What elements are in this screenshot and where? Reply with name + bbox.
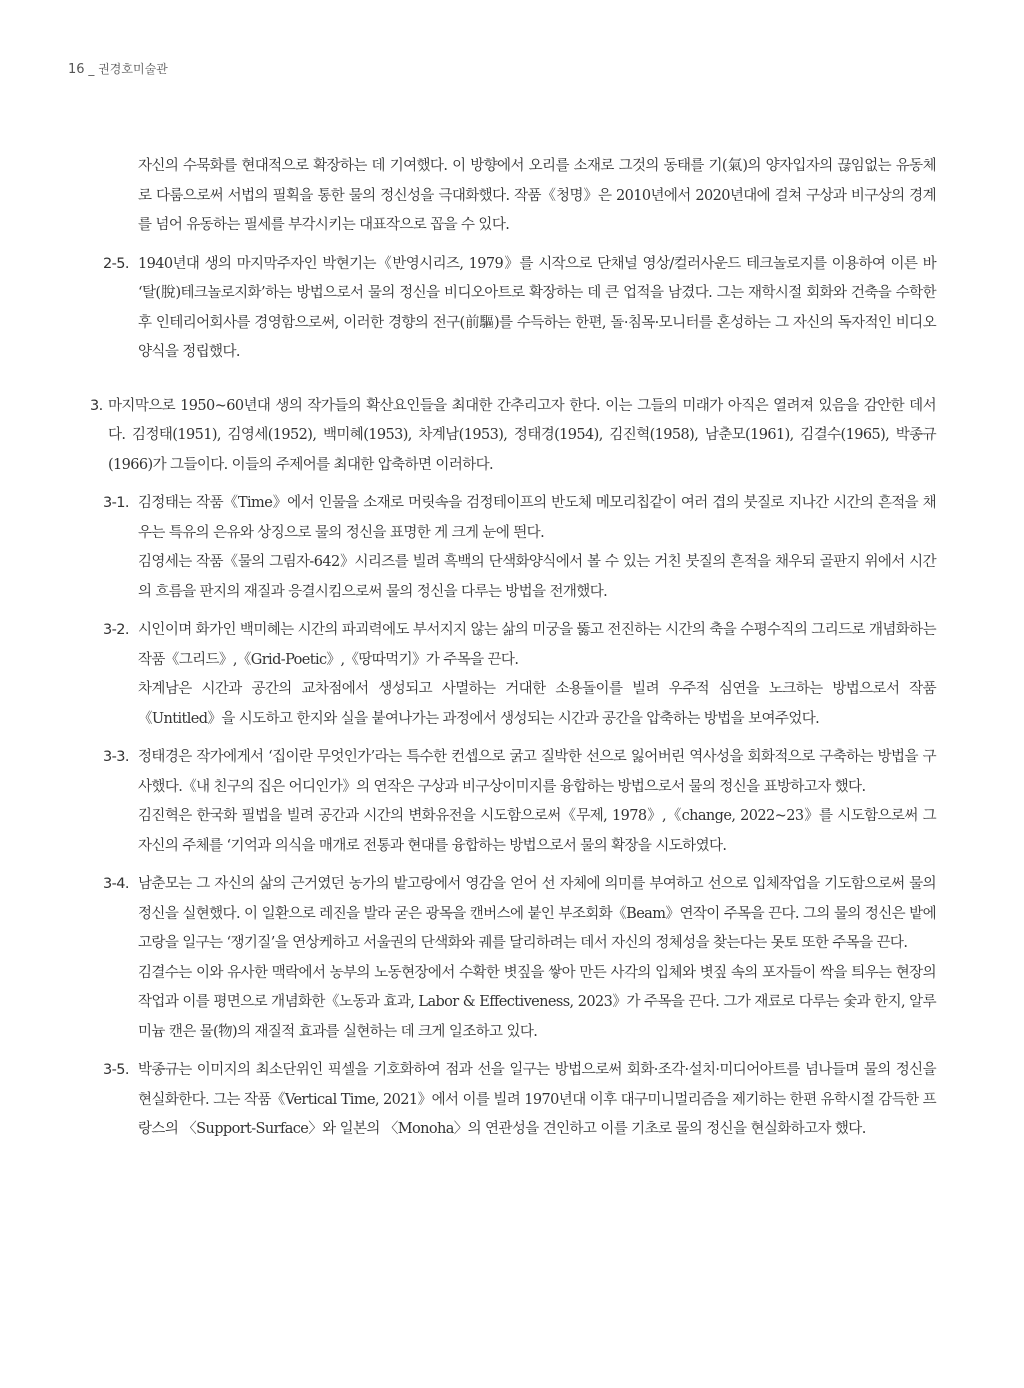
- item-paragraph: 김진혁은 한국화 필법을 빌려 공간과 시간의 변화유전을 시도함으로써《무제, 1978》,《change, 2022~23》를 시도함으로써 그 자신의 주체를 ‘기억과 의식을 매개로 전통과 현대를 융합하는 방법으로서 물의 확장을 시도하였다.: [138, 808, 936, 854]
- header-title: 권경호미술관: [98, 62, 168, 76]
- item-paragraph: 1940년대 생의 마지막주자인 박현기는《반영시리즈, 1979》를 시작으로 단채널 영상/컬러사운드 테크놀로지를 이용하여 이른 바 ‘탈(脫)테크놀로지화’하는 방법으로서 물의 정신을 비디오아트로 확장하는 데 큰 업적을 남겼다. 그는 재학시절 회화와 건축을 수학한 후 인테리어회사를 경영함으로써, 이러한 경향의 전구(前驅)를 수득하는 한편, 돌·침목·모니터를 혼성하는 그 자신의 독자적인 비디오 양식을 정립했다.: [138, 255, 936, 360]
- header-separator: _: [88, 62, 95, 76]
- item-number: 3-4.: [103, 876, 129, 892]
- section-3: [90, 392, 936, 481]
- item-paragraph: 박종규는 이미지의 최소단위인 픽셀을 기호화하여 점과 선을 일구는 방법으로써 회화·조각·설치·미디어아트를 넘나들며 물의 정신을 현실화한다. 그는 작품《Vertical Time, 2021》에서 이를 빌려 1970년대 이후 대구미니멀리즘을 제기하는 한편 유학시절 감득한 프랑스의 〈Support-Surface〉와 일본의 〈Monoha〉의 연관성을 견인하고 이를 기초로 물의 정신을 현실화하고자 했다.: [138, 1062, 936, 1137]
- item-number: 3-5.: [103, 1062, 129, 1078]
- item-3-3: [90, 743, 936, 861]
- section-number: 3.: [90, 397, 103, 414]
- item-paragraph: 김결수는 이와 유사한 맥락에서 농부의 노동현장에서 수확한 볏짚을 쌓아 만든 사각의 입체와 볏짚 속의 포자들이 싹을 틔우는 현장의 작업과 이를 평면으로 개념화한《노동과 효과, Labor & Effectiveness, 2023》가 주목을 끈다. 그가 재료로 다루는 숯과 한지, 알루미늄 캔은 물(物)의 재질적 효과를 실현하는 데 크게 일조하고 있다.: [138, 964, 936, 1040]
- item-3-5: [90, 1056, 936, 1145]
- item-paragraph: 시인이며 화가인 백미혜는 시간의 파괴력에도 부서지지 않는 삶의 미궁을 뚫고 전진하는 시간의 축을 수평수직의 그리드로 개념화하는 작품《그리드》,《Grid-Poetic》,《땅따먹기》가 주목을 끈다.: [138, 622, 936, 668]
- item-number: 3-2.: [103, 622, 129, 638]
- item-paragraph: 남춘모는 그 자신의 삶의 근거였던 농가의 밭고랑에서 영감을 얻어 선 자체에 의미를 부여하고 선으로 입체작업을 기도함으로써 물의 정신을 실현했다. 이 일환으로 레진을 발라 굳은 광목을 캔버스에 붙인 부조회화《Beam》연작이 주목을 끈다. 그의 물의 정신은 밭에 고랑을 일구는 ‘쟁기질’을 연상케하고 서울권의 단색화와 궤를 달리하려는 데서 자신의 정체성을 찾는다는 못토 또한 주목을 끈다.: [138, 876, 936, 951]
- page-header: [68, 60, 168, 77]
- item-paragraph: 김영세는 작품《물의 그림자-642》시리즈를 빌려 흑백의 단색화양식에서 볼 수 있는 거친 붓질의 흔적을 채우되 골판지 위에서 시간의 흐름을 판지의 재질과 응결시킴으로써 물의 정신을 다루는 방법을 전개했다.: [138, 554, 936, 600]
- article-body: [90, 152, 936, 1154]
- item-3-4: [90, 870, 936, 1047]
- intro-paragraph: 자신의 수묵화를 현대적으로 확장하는 데 기여했다. 이 방향에서 오리를 소재로 그것의 동태를 기(氣)의 양자입자의 끊임없는 유동체로 다룸으로써 서법의 필획을 통한 물의 정신성을 극대화했다. 작품《청명》은 2010년에서 2020년대에 걸쳐 구상과 비구상의 경계를 넘어 유동하는 필세를 부각시키는 대표작으로 꼽을 수 있다.: [138, 158, 936, 233]
- item-number: 2-5.: [103, 255, 129, 272]
- item-3-1: [90, 489, 936, 607]
- page-number: 16: [68, 62, 85, 77]
- item-2-5: [90, 250, 936, 368]
- item-number: 3-1.: [103, 495, 129, 511]
- item-3-2: [90, 616, 936, 734]
- section-paragraph: 마지막으로 1950~60년대 생의 작가들의 확산요인들을 최대한 간추리고자 한다. 이는 그들의 미래가 아직은 열려져 있음을 감안한 데서다. 김정태(1951), 김영세(1952), 백미혜(1953), 차계남(1953), 정태경(1954), 김진혁(1958), 남춘모(1961), 김결수(1965), 박종규(1966)가 그들이다. 이들의 주제어를 최대한 압축하면 이러하다.: [108, 397, 936, 473]
- item-number: 3-3.: [103, 749, 129, 765]
- item-paragraph: 차계남은 시간과 공간의 교차점에서 생성되고 사멸하는 거대한 소용돌이를 빌려 우주적 심연을 노크하는 방법으로서 작품《Untitled》을 시도하고 한지와 실을 붙여나가는 과정에서 생성되는 시간과 공간을 압축하는 방법을 보여주었다.: [138, 681, 936, 727]
- item-paragraph: 김정태는 작품《Time》에서 인물을 소재로 머릿속을 검정테이프의 반도체 메모리칩같이 여러 겹의 붓질로 지나간 시간의 흔적을 채우는 특유의 은유와 상징으로 물의 정신을 표명한 게 크게 눈에 띈다.: [138, 495, 936, 541]
- item-paragraph: 정태경은 작가에게서 ‘집이란 무엇인가’라는 특수한 컨셉으로 굵고 질박한 선으로 잃어버린 역사성을 회화적으로 구축하는 방법을 구사했다.《내 친구의 집은 어디인가》의 연작은 구상과 비구상이미지를 융합하는 방법으로서 물의 정신을 표방하고자 했다.: [138, 749, 936, 795]
